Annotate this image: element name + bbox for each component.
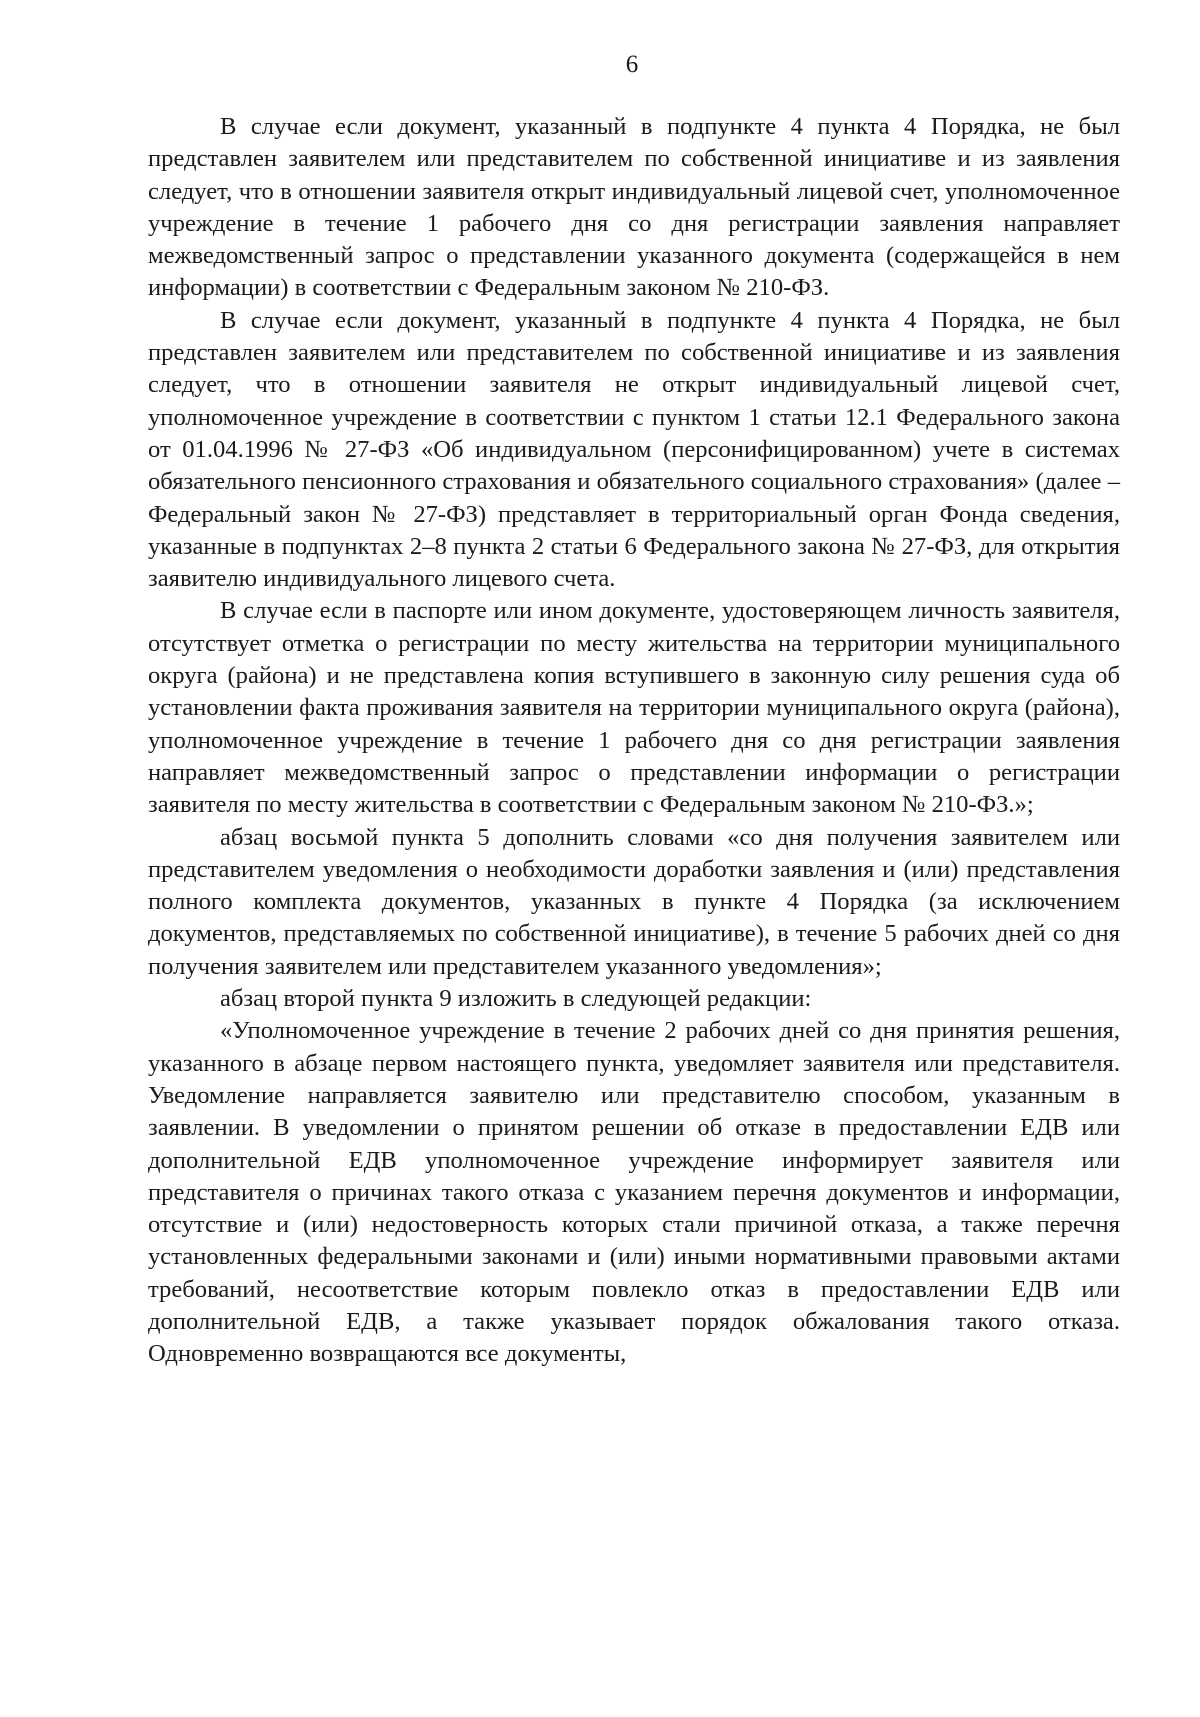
paragraph-5: абзац второй пункта 9 изложить в следующей редакции:: [220, 985, 812, 1013]
paragraph-2: В случае если документ, указанный в подпункте 4 пункта 4 Порядка, не был представлен заявителем или представителем по собственной инициативе и из заявления следует, что в отношении заявителя не открыт индивидуальный лицевой счет, уполномоченное учреждение в соответствии с пунктом 1 статьи 12.1 Федерального закона от 01.04.1996 № 27-ФЗ «Об индивидуальном (персонифицированном) учете в системах обязательного пенсионного страхования и обязательного социального страхования» (далее – Федеральный закон № 27-ФЗ) представляет в территориальный орган Фонда сведения, указанные в подпунктах 2–8 пункта 2 статьи 6 Федерального закона № 27-ФЗ, для открытия заявителю индивидуального лицевого счета.: [148, 306, 1120, 593]
document-body: [148, 111, 1120, 1371]
paragraph-3: В случае если в паспорте или ином документе, удостоверяющем личность заявителя, отсутствует отметка о регистрации по месту жительства на территории муниципального округа (района) и не представлена копия вступившего в законную силу решения суда об установлении факта проживания заявителя на территории муниципального округа (района), уполномоченное учреждение в течение 1 рабочего дня со дня регистрации заявления направляет межведомственный запрос о представлении информации о регистрации заявителя по месту жительства в соответствии с Федеральным законом № 210-ФЗ.»;: [148, 597, 1120, 819]
page-number: 6: [625, 51, 639, 78]
paragraph-6: «Уполномоченное учреждение в течение 2 рабочих дней со дня принятия решения, указанного в абзаце первом настоящего пункта, уведомляет заявителя или представителя. Уведомление направляется заявителю или представителю способом, указанным в заявлении. В уведомлении о принятом решении об отказе в предоставлении ЕДВ или дополнительной ЕДВ уполномоченное учреждение информирует заявителя или представителя о причинах такого отказа с указанием перечня документов и информации, отсутствие и (или) недостоверность которых стали причиной отказа, а также перечня установленных федеральными законами и (или) иными нормативными правовыми актами требований, несоответствие которым повлекло отказ в предоставлении ЕДВ или дополнительной ЕДВ, а также указывает порядок обжалования такого отказа. Одновременно возвращаются все документы,: [148, 1017, 1120, 1368]
paragraph-4: абзац восьмой пункта 5 дополнить словами «со дня получения заявителем или представителем уведомления о необходимости доработки заявления и (или) представления полного комплекта документов, указанных в пункте 4 Порядка (за исключением документов, представляемых по собственной инициативе), в течение 5 рабочих дней со дня получения заявителем или представителем указанного уведомления»;: [148, 823, 1120, 980]
paragraph-1: В случае если документ, указанный в подпункте 4 пункта 4 Порядка, не был представлен заявителем или представителем по собственной инициативе и из заявления следует, что в отношении заявителя открыт индивидуальный лицевой счет, уполномоченное учреждение в течение 1 рабочего дня со дня регистрации заявления направляет межведомственный запрос о представлении указанного документа (содержащейся в нем информации) в соответствии с Федеральным законом № 210-ФЗ.: [148, 113, 1120, 302]
